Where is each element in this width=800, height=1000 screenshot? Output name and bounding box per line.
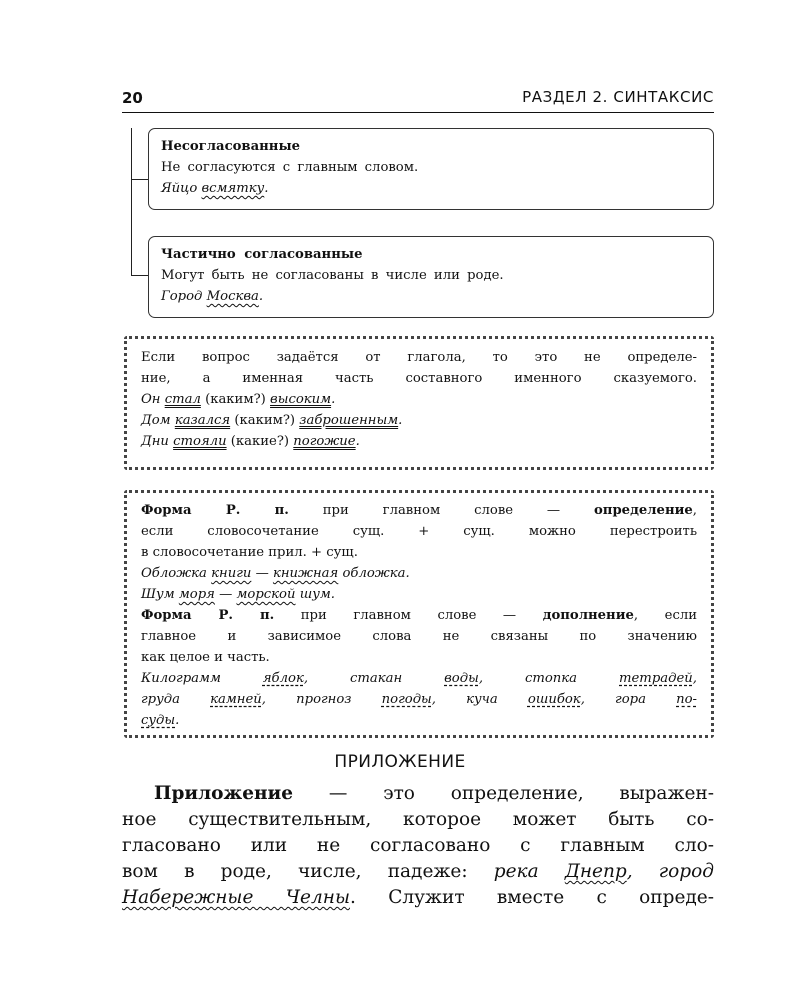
tree-connector-line — [131, 128, 132, 276]
note-example: Дом казался (каким?) заброшенным. — [141, 413, 403, 428]
note-text: Если вопрос задаётся от глагола, то это не определе- — [141, 350, 697, 365]
box-example: Яйцо всмятку. — [161, 181, 269, 196]
note-text: главное и зависимое слова не связаны по значению — [141, 629, 697, 644]
note-text: если словосочетание сущ. + сущ. можно перестроить — [141, 524, 697, 539]
note-text: в словосочетание прил. + сущ. — [141, 545, 358, 560]
tree-connector-branch — [131, 275, 148, 276]
note-example: груда камней, прогноз погоды, куча ошибок, гора по- — [141, 692, 697, 707]
page-header — [122, 84, 714, 113]
note-box-genitive — [124, 490, 714, 738]
note-example: Шум моря — морской шум. — [141, 587, 335, 602]
term: Приложение — [154, 783, 293, 804]
appendix-paragraph: Приложение — это определение, выражен- ное существительным, которое может быть со- гласовано или не согласовано с главным сло- вом в роде, числе, падеже: река Днепр, город Набережные Челны. Служит вместе с опреде- — [122, 783, 714, 908]
note-text: Форма Р. п. при главном слове — дополнение, если — [141, 608, 697, 623]
box-rule: Могут быть не согласованы в числе или роде. — [161, 268, 504, 283]
note-text: Форма Р. п. при главном слове — определение, — [141, 503, 697, 518]
definition-word: Москва — [206, 289, 259, 304]
tree-connector-branch — [131, 179, 148, 180]
page-number: 20 — [122, 89, 143, 107]
box-title: Несогласованные — [161, 139, 301, 154]
box-rule: Не согласуются с главным словом. — [161, 160, 419, 175]
note-example: Обложка книги — книжная обложка. — [141, 566, 410, 581]
note-example: Килограмм яблок, стакан воды, стопка тетрадей, — [141, 671, 697, 686]
note-text: как целое и часть. — [141, 650, 270, 665]
note-example: суды. — [141, 713, 180, 728]
box-example: Город Москва. — [161, 289, 264, 304]
section-heading: ПРИЛОЖЕНИЕ — [334, 752, 466, 772]
box-partially-agreed — [148, 236, 714, 318]
definition-word: всмятку — [201, 181, 265, 196]
note-text: ние, а именная часть составного именного сказуемого. — [141, 371, 697, 386]
note-box-predicate — [124, 336, 714, 470]
box-title: Частично согласованные — [161, 247, 363, 262]
note-example: Он стал (каким?) высоким. — [141, 392, 336, 407]
note-example: Дни стояли (какие?) погожие. — [141, 434, 360, 449]
box-unagreed — [148, 128, 714, 210]
section-title: РАЗДЕЛ 2. СИНТАКСИС — [522, 88, 714, 106]
